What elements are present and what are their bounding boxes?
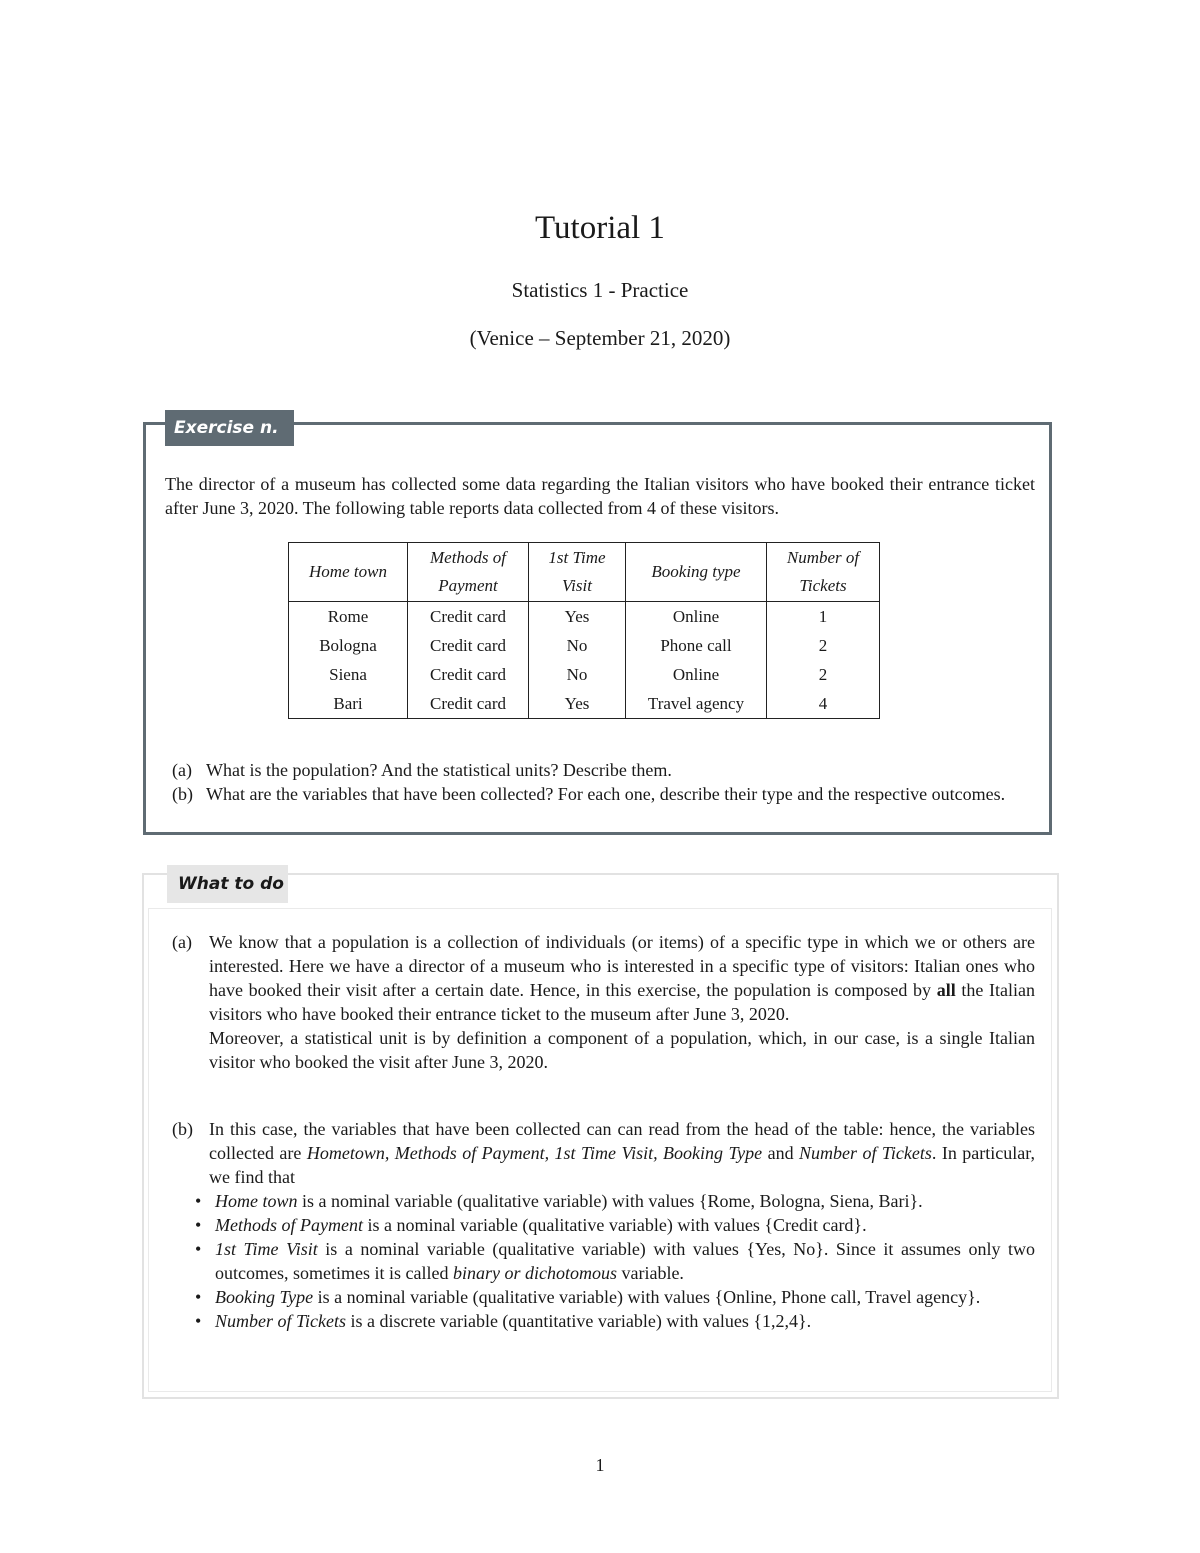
answer-b-and: and	[762, 1143, 800, 1163]
variable-description: is a nominal variable (qualitative variable) with values {Credit card}.	[362, 1215, 867, 1235]
table-cell: Credit card	[408, 689, 529, 719]
document-title: Tutorial 1	[535, 210, 665, 246]
table-row	[289, 631, 880, 660]
table-header-row	[289, 543, 880, 602]
document-date: (Venice – September 21, 2020)	[469, 326, 731, 350]
table-cell: Bologna	[289, 631, 408, 660]
variable-list	[172, 1189, 1035, 1333]
table-cell: Travel agency	[626, 689, 767, 719]
question-a	[172, 758, 1035, 782]
header-number-of-tickets: Number of Tickets	[767, 543, 880, 602]
answer-label: (a)	[172, 932, 192, 952]
variable-name: Booking Type	[215, 1287, 314, 1307]
answer-a-text-start: We know that a population is a collection of individuals (or items) of a specific type in which we or others are interested. Here we have a director of a museum who is interested in a specific type of visitors: Italian ones who have booked their visit after a certain date. Hence, in this exercise, the population is composed by	[209, 932, 1035, 1000]
visitor-data-table	[288, 542, 880, 719]
variable-term: binary or dichotomous	[452, 1263, 617, 1283]
table-cell: Siena	[289, 660, 408, 689]
table-cell: 2	[767, 660, 880, 689]
table-cell: Credit card	[408, 602, 529, 632]
exercise-intro: The director of a museum has collected some data regarding the Italian visitors who have booked their entrance ticket after June 3, 2020. The following table reports data collected from 4 of these visitors.	[165, 474, 1035, 518]
question-text: What are the variables that have been collected? For each one, describe their type and the respective outcomes.	[206, 784, 1006, 804]
table-cell: 4	[767, 689, 880, 719]
question-label: (b)	[172, 784, 193, 804]
table-cell: Online	[626, 660, 767, 689]
list-item	[195, 1189, 1035, 1213]
variable-description: is a nominal variable (qualitative variable) with values {Yes, No}. Since it assumes only two outcomes, sometimes it is called	[215, 1239, 1035, 1283]
table-cell: Yes	[529, 602, 626, 632]
table-cell: Credit card	[408, 660, 529, 689]
table-row	[289, 602, 880, 632]
variable-description: is a nominal variable (qualitative variable) with values {Online, Phone call, Travel agency}.	[313, 1287, 981, 1307]
question-list	[172, 758, 1035, 806]
document-subtitle: Statistics 1 - Practice	[511, 278, 689, 302]
table-cell: Rome	[289, 602, 408, 632]
answer-label: (b)	[172, 1119, 193, 1139]
answer-b	[172, 1117, 1035, 1333]
bullet-icon: •	[195, 1215, 202, 1235]
answer-b-last-variable: Number of Tickets	[799, 1143, 932, 1163]
table-row	[289, 660, 880, 689]
question-label: (a)	[172, 760, 192, 780]
table-cell: Yes	[529, 689, 626, 719]
table-cell: Credit card	[408, 631, 529, 660]
answer-a-paragraph-2: Moreover, a statistical unit is by definition a component of a population, which, in our case, is a single Italian visitor who booked the visit after June 3, 2020.	[209, 1028, 1035, 1072]
question-text: What is the population? And the statistical units? Describe them.	[206, 760, 672, 780]
exercise-tab-label: Exercise n. 1	[165, 410, 294, 446]
table-cell: Phone call	[626, 631, 767, 660]
bullet-icon: •	[195, 1287, 202, 1307]
page-number: 1	[595, 1455, 605, 1475]
variable-description: is a nominal variable (qualitative variable) with values {Rome, Bologna, Siena, Bari}.	[297, 1191, 923, 1211]
table-cell: No	[529, 660, 626, 689]
variable-name: Number of Tickets	[215, 1311, 346, 1331]
list-item	[195, 1237, 1035, 1285]
table-cell: Online	[626, 602, 767, 632]
header-booking-type: Booking type	[626, 543, 767, 602]
table-cell: 1	[767, 602, 880, 632]
answer-b-intro: In this case, the variables that have been collected can can read from the head of the table: hence, the variables collected are	[209, 1119, 1035, 1163]
answer-a	[172, 930, 1035, 1074]
bullet-icon: •	[195, 1239, 202, 1259]
answer-a-text-end: the Italian visitors who have booked their entrance ticket to the museum after June 3, 2020.	[209, 980, 1036, 1024]
header-home-town: Home town	[289, 543, 408, 602]
table-cell: Bari	[289, 689, 408, 719]
bullet-icon: •	[195, 1191, 202, 1211]
variable-description: is a discrete variable (quantitative variable) with values {1,2,4}.	[346, 1311, 812, 1331]
answer-a-emphasis: all	[936, 980, 956, 1000]
list-item	[195, 1309, 1035, 1333]
table-row	[289, 689, 880, 719]
variable-name: Methods of Payment	[215, 1215, 363, 1235]
answer-b-variable-list: Hometown, Methods of Payment, 1st Time Visit, Booking Type	[306, 1143, 763, 1163]
table-cell: No	[529, 631, 626, 660]
solution-tab-label: What to do	[167, 865, 288, 903]
bullet-icon: •	[195, 1311, 202, 1331]
header-methods-of-payment: Methods of Payment	[408, 543, 529, 602]
question-b	[172, 782, 1035, 806]
table-cell: 2	[767, 631, 880, 660]
list-item	[195, 1285, 1035, 1309]
list-item	[195, 1213, 1035, 1237]
header-first-time-visit: 1st Time Visit	[529, 543, 626, 602]
variable-name: 1st Time Visit	[215, 1239, 318, 1259]
variable-name: Home town	[215, 1191, 298, 1211]
variable-description-end: variable.	[616, 1263, 684, 1283]
answer-b-intro-end: . In particular, we find that	[209, 1143, 1036, 1187]
